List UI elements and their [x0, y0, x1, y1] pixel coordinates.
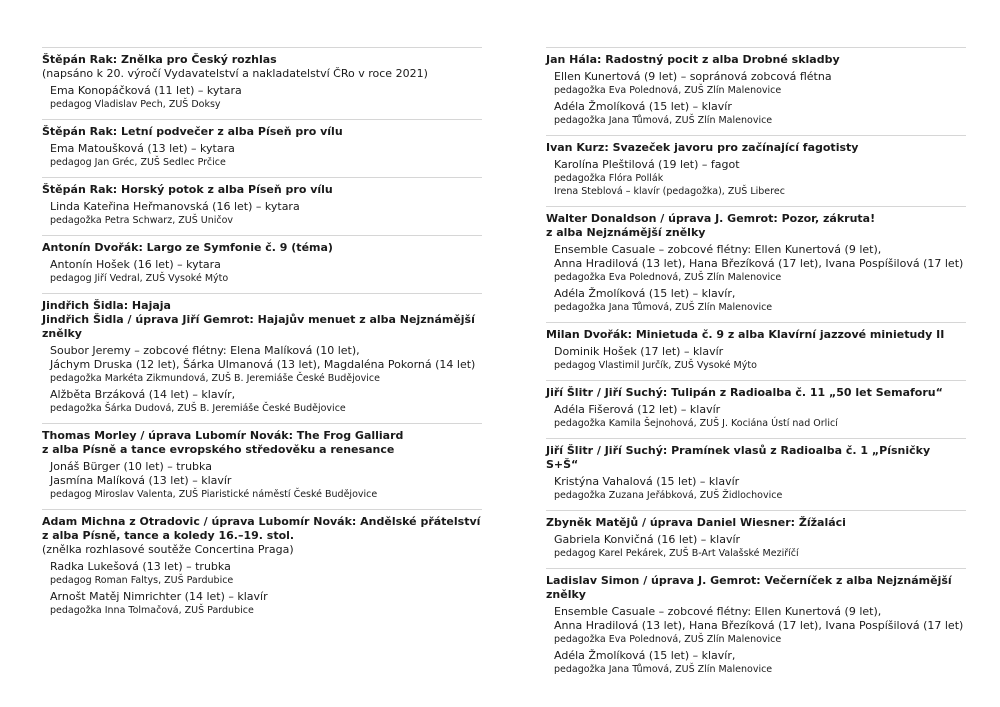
- performer-line: Anna Hradilová (13 let), Hana Březíková (17 let), Ivana Pospíšilová (17 let): [554, 619, 964, 632]
- performer-line: Kristýna Vahalová (15 let) – klavír: [554, 475, 740, 488]
- performer-group: [546, 100, 966, 127]
- piece-note: (napsáno k 20. výročí Vydavatelství a nakladatelství ČRo v roce 2021): [42, 67, 428, 80]
- performer-group: [546, 243, 966, 284]
- piece-title: Jindřich Šidla / úprava Jiří Gemrot: Hajajův menuet z alba Nejznámější znělky: [42, 313, 475, 340]
- program-item: [42, 119, 482, 169]
- piece-title: Antonín Dvořák: Largo ze Symfonie č. 9 (téma): [42, 241, 333, 254]
- performer-group: [42, 258, 482, 285]
- piece-title: Jiří Šlitr / Jiří Suchý: Tulipán z Radioalba č. 11 „50 let Semaforu“: [546, 386, 943, 399]
- piece-title: Milan Dvořák: Minietuda č. 9 z alba Klavírní jazzové minietudy II: [546, 328, 945, 341]
- piece-title: Adam Michna z Otradovic / úprava Lubomír Novák: Andělské přátelství: [42, 515, 481, 528]
- piece-title: Štěpán Rak: Letní podvečer z alba Píseň pro vílu: [42, 125, 343, 138]
- performer-group: [546, 345, 966, 372]
- program-column-right: [546, 47, 966, 684]
- teacher-line: pedagog Jiří Vedral, ZUŠ Vysoké Mýto: [50, 273, 229, 284]
- performer-line: Adéla Fišerová (12 let) – klavír: [554, 403, 721, 416]
- program-item: [42, 423, 482, 501]
- teacher-line: pedagožka Eva Polednová, ZUŠ Zlín Malenovice: [554, 634, 782, 645]
- piece-title: Jindřich Šidla: Hajaja: [42, 299, 171, 312]
- teacher-line: pedagožka Petra Schwarz, ZUŠ Uničov: [50, 215, 234, 226]
- performer-line: Anna Hradilová (13 let), Hana Březíková (17 let), Ivana Pospíšilová (17 let): [554, 257, 964, 270]
- teacher-line: pedagožka Jana Tůmová, ZUŠ Zlín Malenovice: [554, 115, 773, 126]
- program-item: [546, 322, 966, 372]
- performer-line: Jasmína Malíková (13 let) – klavír: [50, 474, 232, 487]
- program-item: [546, 510, 966, 560]
- performer-group: [546, 533, 966, 560]
- teacher-line: pedagog Roman Faltys, ZUŠ Pardubice: [50, 575, 234, 586]
- performer-line: Karolína Pleštilová (19 let) – fagot: [554, 158, 740, 171]
- piece-title: Jan Hála: Radostný pocit z alba Drobné skladby: [546, 53, 840, 66]
- program-item: [546, 438, 966, 502]
- piece-title: Ladislav Simon / úprava J. Gemrot: Večerníček z alba Nejznámější znělky: [546, 574, 952, 601]
- performer-group: [42, 388, 482, 415]
- program-item: [42, 47, 482, 111]
- piece-note: (znělka rozhlasové soutěže Concertina Praga): [42, 543, 294, 556]
- program-item: [546, 380, 966, 430]
- performer-group: [546, 475, 966, 502]
- performer-group: [42, 344, 482, 385]
- program-item: [546, 135, 966, 198]
- teacher-line: pedagožka Jana Tůmová, ZUŠ Zlín Malenovice: [554, 302, 773, 313]
- teacher-line: pedagog Vlastimil Jurčík, ZUŠ Vysoké Mýto: [554, 360, 757, 371]
- performer-line: Ema Konopáčková (11 let) – kytara: [50, 84, 242, 97]
- performer-line: Radka Lukešová (13 let) – trubka: [50, 560, 231, 573]
- piece-title: Walter Donaldson / úprava J. Gemrot: Pozor, zákruta!: [546, 212, 876, 225]
- teacher-line: pedagožka Zuzana Jeřábková, ZUŠ Židlochovice: [554, 490, 783, 501]
- piece-title: Ivan Kurz: Svazeček javoru pro začínající fagotisty: [546, 141, 859, 154]
- piece-title: Jiří Šlitr / Jiří Suchý: Pramínek vlasů z Radioalba č. 1 „Písničky S+Š“: [546, 444, 931, 471]
- performer-line: Arnošt Matěj Nimrichter (14 let) – klavír: [50, 590, 268, 603]
- performer-group: [42, 560, 482, 587]
- teacher-line: pedagožka Kamila Šejnohová, ZUŠ J. Kociána Ústí nad Orlicí: [554, 418, 838, 429]
- performer-group: [42, 460, 482, 501]
- program-item: [42, 235, 482, 285]
- performer-line: Adéla Žmolíková (15 let) – klavír,: [554, 649, 736, 662]
- performer-line: Ema Matoušková (13 let) – kytara: [50, 142, 235, 155]
- teacher-line: Irena Steblová – klavír (pedagožka), ZUŠ Liberec: [554, 186, 785, 197]
- program-item: [42, 293, 482, 415]
- performer-group: [42, 590, 482, 617]
- piece-title: Thomas Morley / úprava Lubomír Novák: The Frog Galliard: [42, 429, 404, 442]
- program-item: [546, 568, 966, 676]
- performer-group: [546, 605, 966, 646]
- program-column-left: [42, 47, 482, 625]
- piece-title: Zbyněk Matějů / úprava Daniel Wiesner: Žížaláci: [546, 516, 846, 529]
- performer-line: Jáchym Druska (12 let), Šárka Ulmanová (13 let), Magdaléna Pokorná (14 let): [50, 358, 476, 371]
- program-item: [546, 47, 966, 127]
- performer-line: Ensemble Casuale – zobcové flétny: Ellen Kunertová (9 let),: [554, 605, 882, 618]
- program-item: [42, 177, 482, 227]
- teacher-line: pedagog Karel Pekárek, ZUŠ B-Art Valašské Meziříčí: [554, 548, 799, 559]
- teacher-line: pedagožka Jana Tůmová, ZUŠ Zlín Malenovice: [554, 664, 773, 675]
- performer-group: [42, 84, 482, 111]
- performer-group: [546, 70, 966, 97]
- performer-line: Adéla Žmolíková (15 let) – klavír,: [554, 287, 736, 300]
- piece-title: Štěpán Rak: Horský potok z alba Píseň pro vílu: [42, 183, 333, 196]
- piece-title: z alba Nejznámější znělky: [546, 226, 706, 239]
- performer-line: Jonáš Bürger (10 let) – trubka: [50, 460, 212, 473]
- teacher-line: pedagožka Flóra Pollák: [554, 173, 664, 184]
- performer-line: Adéla Žmolíková (15 let) – klavír: [554, 100, 732, 113]
- program-item: [42, 509, 482, 617]
- performer-line: Ensemble Casuale – zobcové flétny: Ellen Kunertová (9 let),: [554, 243, 882, 256]
- performer-line: Alžběta Brzáková (14 let) – klavír,: [50, 388, 236, 401]
- teacher-line: pedagog Vladislav Pech, ZUŠ Doksy: [50, 99, 221, 110]
- performer-group: [546, 649, 966, 676]
- teacher-line: pedagožka Inna Tolmačová, ZUŠ Pardubice: [50, 605, 254, 616]
- performer-group: [546, 158, 966, 198]
- piece-title: z alba Písně, tance a koledy 16.–19. stol.: [42, 529, 295, 542]
- program-item: [546, 206, 966, 314]
- piece-title: z alba Písně a tance evropského středověku a renesance: [42, 443, 395, 456]
- performer-line: Dominik Hošek (17 let) – klavír: [554, 345, 724, 358]
- teacher-line: pedagožka Markéta Zikmundová, ZUŠ B. Jeremiáše České Budějovice: [50, 373, 380, 384]
- performer-line: Antonín Hošek (16 let) – kytara: [50, 258, 221, 271]
- teacher-line: pedagog Jan Gréc, ZUŠ Sedlec Prčice: [50, 157, 226, 168]
- performer-line: Gabriela Konvičná (16 let) – klavír: [554, 533, 741, 546]
- teacher-line: pedagožka Eva Polednová, ZUŠ Zlín Malenovice: [554, 85, 782, 96]
- performer-group: [546, 287, 966, 314]
- teacher-line: pedagožka Šárka Dudová, ZUŠ B. Jeremiáše České Budějovice: [50, 403, 346, 414]
- performer-line: Soubor Jeremy – zobcové flétny: Elena Malíková (10 let),: [50, 344, 360, 357]
- performer-line: Linda Kateřina Heřmanovská (16 let) – kytara: [50, 200, 300, 213]
- teacher-line: pedagog Miroslav Valenta, ZUŠ Piaristické náměstí České Budějovice: [50, 489, 378, 500]
- teacher-line: pedagožka Eva Polednová, ZUŠ Zlín Malenovice: [554, 272, 782, 283]
- performer-line: Ellen Kunertová (9 let) – sopránová zobcová flétna: [554, 70, 832, 83]
- performer-group: [42, 200, 482, 227]
- piece-title: Štěpán Rak: Znělka pro Český rozhlas: [42, 53, 277, 66]
- performer-group: [546, 403, 966, 430]
- performer-group: [42, 142, 482, 169]
